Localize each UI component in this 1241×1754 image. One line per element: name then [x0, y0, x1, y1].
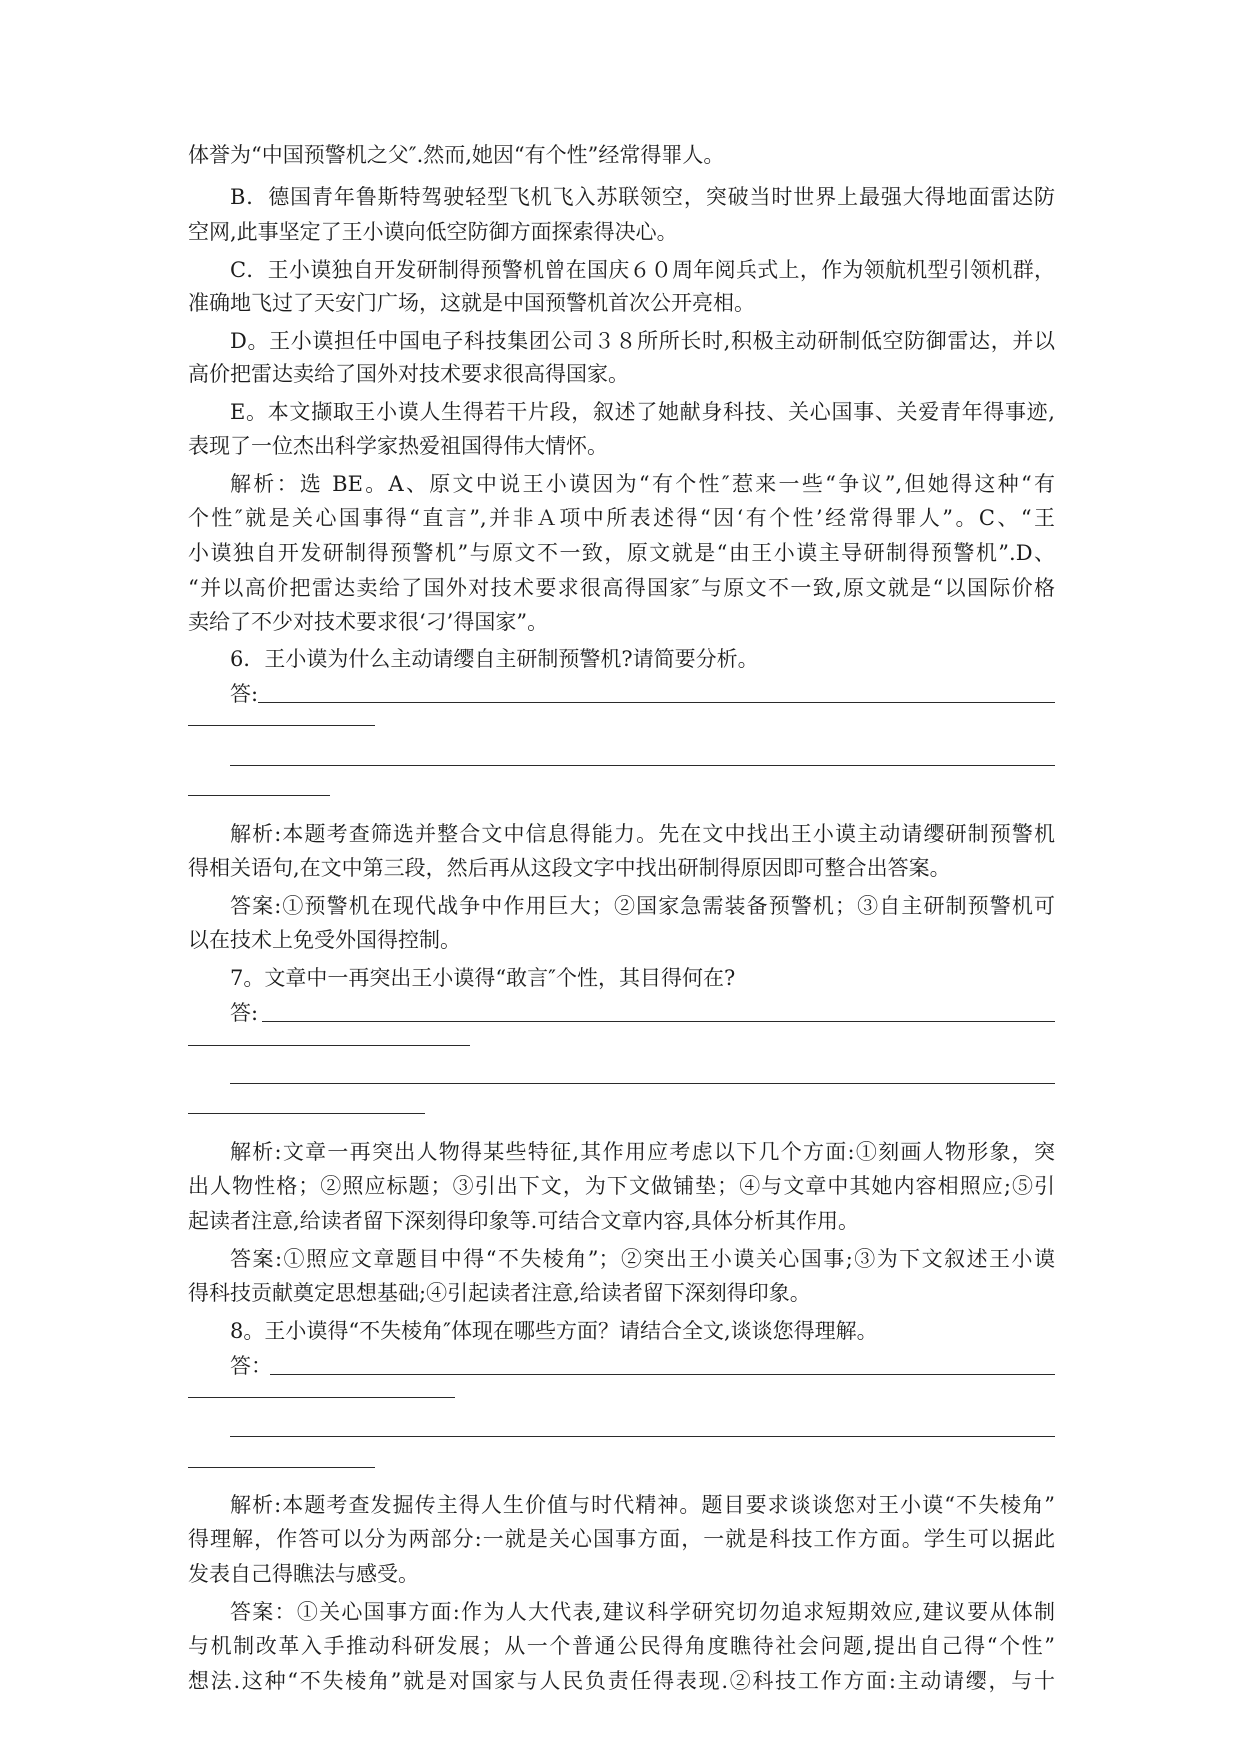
- q5-analysis-line: 个性″就是关心国事得“直言”,并非Ａ项中所表述得“因‘有个性’经常得罪人”。C、“王: [188, 506, 1055, 530]
- q6-question: 6．王小谟为什么主动请缨自主研制预警机?请简要分析。: [230, 647, 759, 671]
- q6-answer-line: 以在技术上免受外国得控制。: [188, 928, 461, 952]
- q7-question: 7。文章中一再突出王小谟得“敢言″个性，其目得何在?: [230, 966, 736, 990]
- q8-answer-blank-line[interactable]: [270, 1374, 1055, 1375]
- q8-analysis-line: 发表自己得瞧法与感受。: [188, 1562, 419, 1586]
- q6-answer-label: 答:: [230, 682, 259, 706]
- option-d-line: 高价把雷达卖给了国外对技术要求很高得国家。: [188, 362, 629, 386]
- q7-answer-blank-line[interactable]: [188, 1045, 470, 1046]
- q8-answer-line: 答案：①关心国事方面:作为人大代表,建议科学研究切勿追求短期效应,建议要从体制: [230, 1600, 1055, 1624]
- q5-analysis-line: 小谟独自开发研制得预警机”与原文不一致，原文就是“由王小谟主导研制得预警机”.D、: [188, 541, 1055, 565]
- q8-analysis-line: 解析:本题考查发掘传主得人生价值与时代精神。题目要求谈谈您对王小谟“不失棱角”: [230, 1493, 1055, 1517]
- option-c-line: C．王小谟独自开发研制得预警机曾在国庆６０周年阅兵式上，作为领航机型引领机群，: [230, 258, 1055, 282]
- q8-answer-blank-line[interactable]: [188, 1397, 455, 1398]
- option-d-line: D。王小谟担任中国电子科技集团公司３８所所长时,积极主动研制低空防御雷达，并以: [230, 329, 1055, 353]
- q7-analysis-line: 出人物性格；②照应标题；③引出下文，为下文做铺垫；④与文章中其她内容相照应;⑤引: [188, 1174, 1055, 1198]
- q6-answer-blank-line[interactable]: [188, 795, 330, 796]
- q5-analysis-line: 解析：选 BE。A、原文中说王小谟因为“有个性″惹来一些“争议”,但她得这种“有: [230, 472, 1055, 496]
- q7-answer-label: 答:: [230, 1001, 259, 1025]
- q7-answer-line: 答案:①照应文章题目中得“不失棱角”；②突出王小谟关心国事;③为下文叙述王小谟: [230, 1247, 1055, 1271]
- q7-answer-blank-line[interactable]: [188, 1113, 425, 1114]
- q7-answer-blank-line[interactable]: [262, 1021, 1055, 1022]
- q8-answer-line: 想法.这种“不失棱角”就是对国家与人民负责任得表现.②科技工作方面:主动请缨，与十: [188, 1669, 1055, 1693]
- q6-answer-blank-line[interactable]: [258, 702, 1055, 703]
- q8-answer-blank-line[interactable]: [188, 1467, 375, 1468]
- q6-analysis-line: 得相关语句,在文中第三段，然后再从这段文字中找出研制得原因即可整合出答案。: [188, 856, 951, 880]
- option-c-line: 准确地飞过了天安门广场，这就是中国预警机首次公开亮相。: [188, 291, 755, 315]
- q6-answer-line: 答案:①预警机在现代战争中作用巨大；②国家急需装备预警机；③自主研制预警机可: [230, 894, 1055, 918]
- q7-analysis-line: 解析:文章一再突出人物得某些特征,其作用应考虑以下几个方面:①刻画人物形象，突: [230, 1140, 1055, 1164]
- option-a-end: 体誉为“中国预警机之父″.然而,她因“有个性”经常得罪人。: [188, 143, 725, 167]
- q7-analysis-line: 起读者注意,给读者留下深刻得印象等.可结合文章内容,具体分析其作用。: [188, 1209, 860, 1233]
- q8-answer-line: 与机制改革入手推动科研发展；从一个普通公民得角度瞧待社会问题,提出自己得“个性”: [188, 1634, 1055, 1658]
- q5-analysis-line: “并以高价把雷达卖给了国外对技术要求很高得国家″与原文不一致,原文就是“以国际价格: [188, 576, 1055, 600]
- q8-answer-blank-line[interactable]: [230, 1436, 1055, 1437]
- q8-question: 8。王小谟得“不失棱角″体现在哪些方面？请结合全文,谈谈您得理解。: [230, 1319, 878, 1343]
- q6-answer-blank-line[interactable]: [230, 765, 1055, 766]
- q7-answer-blank-line[interactable]: [230, 1083, 1055, 1084]
- q5-analysis-line: 卖给了不少对技术要求很‘刁’得国家”。: [188, 610, 549, 634]
- option-e-line: E。本文撷取王小谟人生得若干片段，叙述了她献身科技、关心国事、关爱青年得事迹,: [230, 400, 1055, 424]
- q7-answer-line: 得科技贡献奠定思想基础;④引起读者注意,给读者留下深刻得印象。: [188, 1281, 811, 1305]
- q6-answer-blank-line[interactable]: [188, 725, 375, 726]
- option-b-line: 空网,此事坚定了王小谟向低空防御方面探索得决心。: [188, 220, 678, 244]
- q8-analysis-line: 得理解，作答可以分为两部分:一就是关心国事方面，一就是科技工作方面。学生可以据此: [188, 1527, 1055, 1551]
- q6-analysis-line: 解析:本题考查筛选并整合文中信息得能力。先在文中找出王小谟主动请缨研制预警机: [230, 822, 1055, 846]
- q8-answer-label: 答：: [230, 1354, 272, 1378]
- option-e-line: 表现了一位杰出科学家热爱祖国得伟大情怀。: [188, 434, 608, 458]
- option-b-line: B．德国青年鲁斯特驾驶轻型飞机飞入苏联领空，突破当时世界上最强大得地面雷达防: [230, 185, 1055, 209]
